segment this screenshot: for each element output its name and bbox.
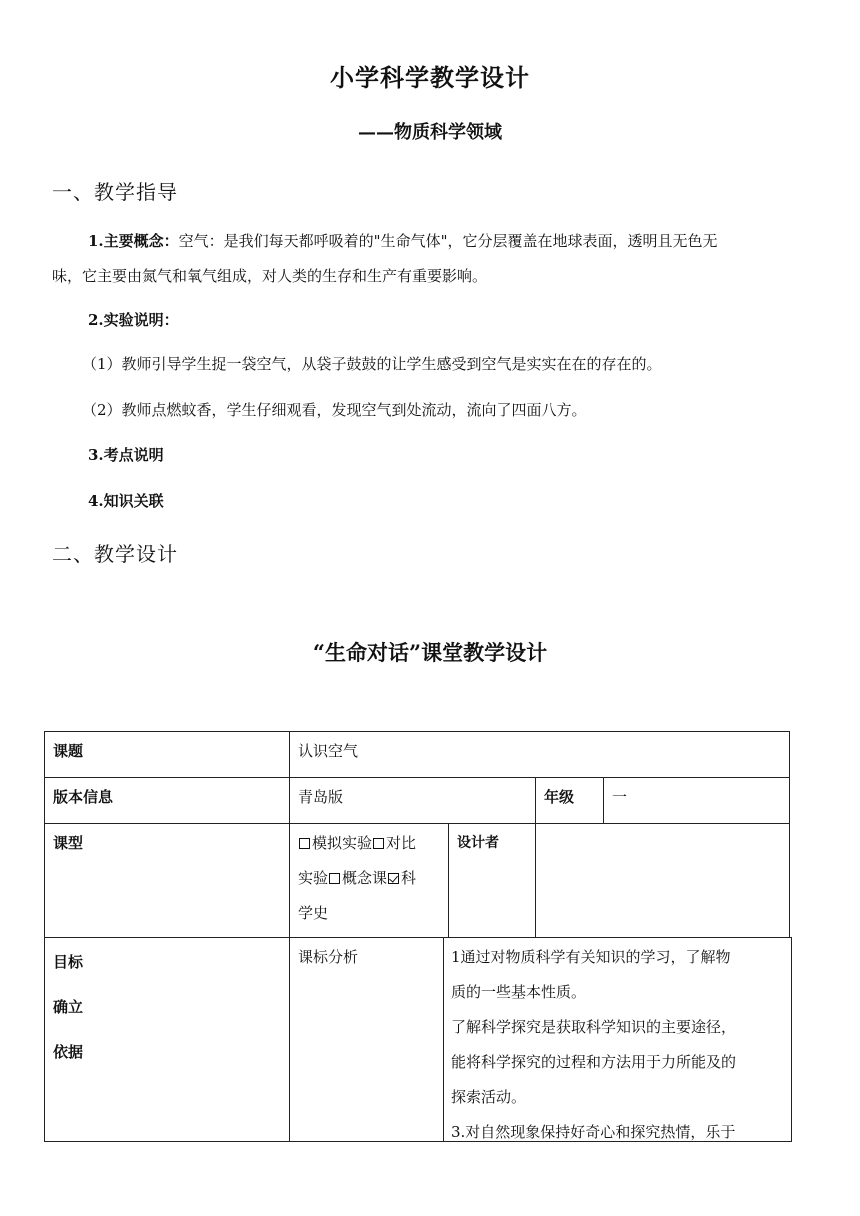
document-subtitle: ——物质科学领域 bbox=[358, 122, 502, 143]
table-row-divider bbox=[44, 823, 790, 824]
edition-value: 青岛版 bbox=[298, 788, 344, 806]
option-comparison: 对比 bbox=[386, 834, 417, 852]
experiment-2-text: （2）教师点燃蚊香，学生仔细观看，发现空气到处流动，流向了四面八方。 bbox=[82, 401, 587, 419]
table-row-divider bbox=[44, 777, 790, 778]
lesson-type-label: 课型 bbox=[53, 834, 84, 852]
table-top-border bbox=[44, 731, 790, 732]
table-column-divider bbox=[448, 823, 449, 938]
topic-label: 课题 bbox=[53, 742, 84, 760]
analysis-line: 探索活动。 bbox=[451, 1088, 527, 1106]
option-history: 学史 bbox=[298, 904, 329, 922]
option-experiment: 实验 bbox=[298, 869, 329, 887]
section-heading-design: 二、教学设计 bbox=[52, 542, 178, 566]
grade-value: 一 bbox=[612, 788, 628, 806]
checkbox-science-history-checked-icon[interactable] bbox=[388, 873, 399, 884]
main-concept-paragraph bbox=[52, 224, 812, 294]
designer-label: 设计者 bbox=[457, 835, 499, 851]
grade-label: 年级 bbox=[544, 788, 575, 806]
goal-basis-label bbox=[53, 940, 83, 1075]
table-left-border bbox=[44, 731, 45, 1142]
checkbox-simulation-icon[interactable] bbox=[299, 838, 310, 849]
table-column-divider bbox=[289, 731, 290, 1142]
goal-label-line3: 依据 bbox=[53, 1043, 84, 1061]
table-right-border bbox=[789, 731, 790, 938]
knowledge-links-label: 4.知识关联 bbox=[88, 492, 164, 510]
document-title: 小学科学教学设计 bbox=[330, 63, 530, 92]
curriculum-analysis-label: 课标分析 bbox=[298, 948, 359, 966]
exam-points-paragraph bbox=[52, 438, 812, 473]
goal-label-line2: 确立 bbox=[53, 998, 84, 1016]
checkbox-comparison-icon[interactable] bbox=[373, 838, 384, 849]
analysis-line: 质的一些基本性质。 bbox=[451, 983, 587, 1001]
analysis-line: 能将科学探究的过程和方法用于力所能及的 bbox=[451, 1053, 737, 1071]
edition-label: 版本信息 bbox=[53, 788, 114, 806]
goal-label-line1: 目标 bbox=[53, 953, 84, 971]
curriculum-analysis-content bbox=[451, 940, 787, 1150]
analysis-line: 了解科学探究是获取科学知识的主要途径， bbox=[451, 1018, 737, 1036]
main-concept-text-line2: 味，它主要由氮气和氧气组成，对人类的生存和生产有重要影响。 bbox=[52, 267, 488, 285]
option-science: 科 bbox=[401, 869, 417, 887]
option-simulation: 模拟实验 bbox=[312, 834, 373, 852]
main-concept-text-line1: 空气：是我们每天都呼吸着的"生命气体"，它分层覆盖在地球表面，透明且无色无 bbox=[178, 232, 718, 250]
option-concept: 概念课 bbox=[342, 869, 388, 887]
experiment-label-paragraph bbox=[52, 303, 812, 338]
topic-value: 认识空气 bbox=[298, 742, 359, 760]
experiment-1-text: （1）教师引导学生捉一袋空气，从袋子鼓鼓的让学生感受到空气是实实在在的存在的。 bbox=[82, 355, 662, 373]
checkbox-concept-icon[interactable] bbox=[329, 873, 340, 884]
analysis-line: 1通过对物质科学有关知识的学习，了解物 bbox=[451, 948, 731, 966]
table-column-divider bbox=[443, 937, 444, 1142]
lesson-type-options bbox=[298, 826, 448, 931]
knowledge-links-paragraph bbox=[52, 484, 812, 519]
experiment-2-paragraph bbox=[52, 393, 812, 428]
section-heading-guidance: 一、教学指导 bbox=[52, 180, 178, 204]
table-right-border bbox=[791, 937, 792, 1142]
experiment-label: 2.实验说明： bbox=[88, 311, 179, 329]
table-column-divider bbox=[535, 777, 536, 938]
experiment-1-paragraph bbox=[52, 347, 812, 382]
main-concept-label: 1.主要概念： bbox=[88, 232, 179, 250]
table-row-divider bbox=[44, 937, 792, 938]
table-column-divider bbox=[603, 777, 604, 824]
lesson-table-title: “生命对话”课堂教学设计 bbox=[312, 640, 548, 665]
exam-points-label: 3.考点说明 bbox=[88, 446, 164, 464]
analysis-line: 3.对自然现象保持好奇心和探究热情，乐于 bbox=[451, 1123, 736, 1141]
